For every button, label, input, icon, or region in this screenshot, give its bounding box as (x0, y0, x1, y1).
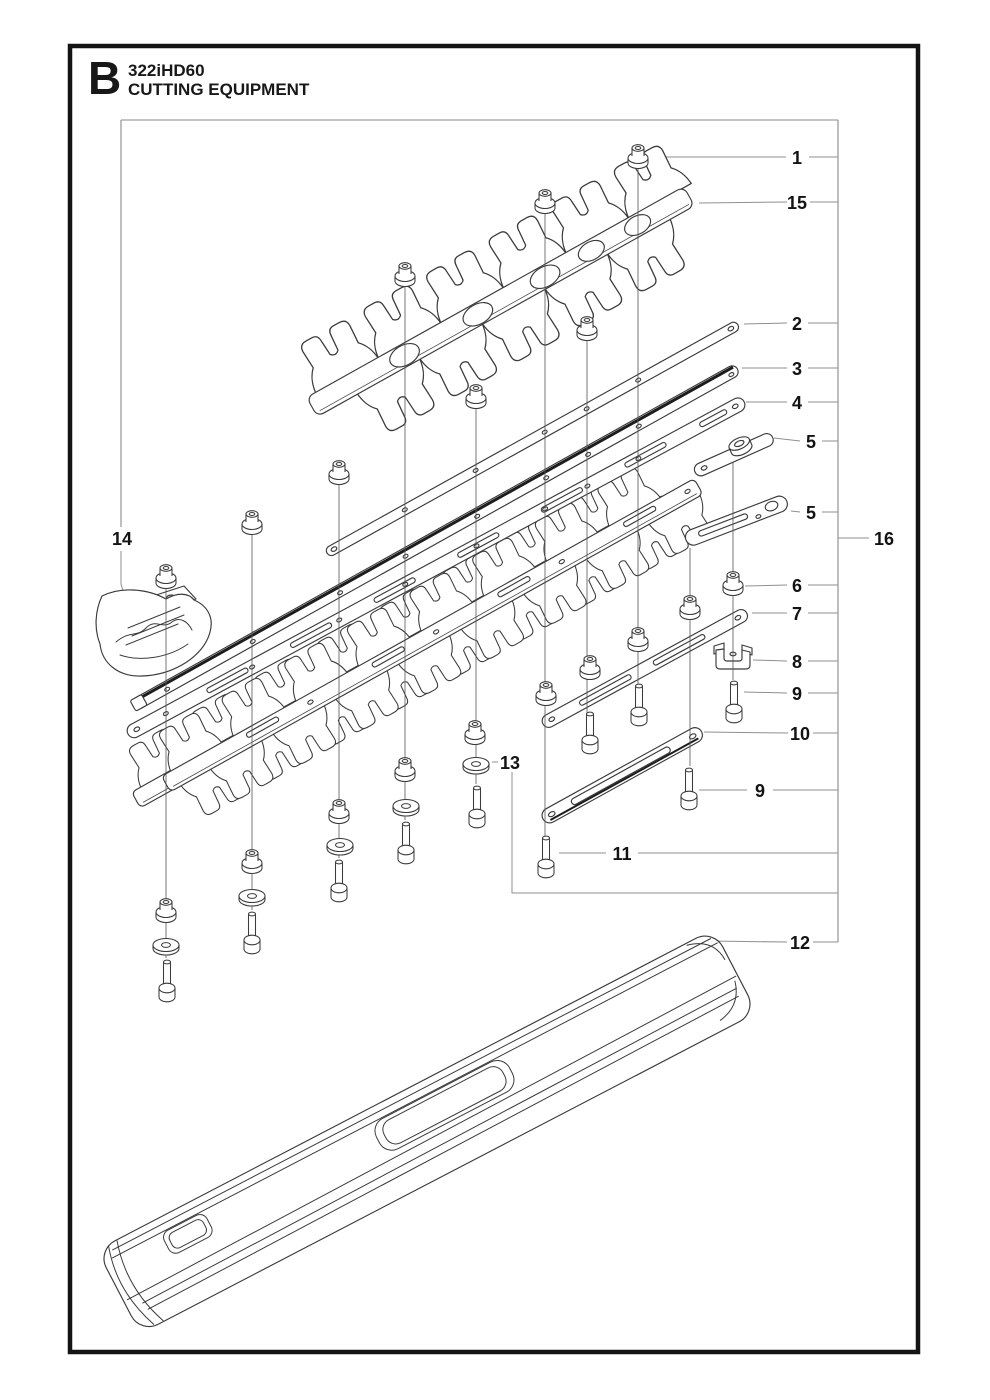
callout-15: 15 (786, 193, 808, 213)
plate-5-upper (690, 425, 776, 478)
callout-11: 11 (612, 844, 632, 864)
callout-6: 6 (791, 576, 803, 596)
callout-2: 2 (791, 314, 803, 334)
blade-cover (97, 929, 757, 1333)
callout-13: 13 (499, 753, 521, 773)
callout-9-lower: 9 (754, 781, 766, 801)
callout-7: 7 (791, 604, 803, 624)
callout-5-upper: 5 (805, 432, 817, 452)
callout-10: 10 (789, 724, 811, 744)
callout-16: 16 (873, 529, 895, 549)
page-title: CUTTING EQUIPMENT (128, 80, 310, 99)
tip-guard (96, 586, 211, 676)
callout-9-upper: 9 (791, 684, 803, 704)
callout-3: 3 (791, 359, 803, 379)
callout-5-lower: 5 (805, 503, 817, 523)
model-name: 322iHD60 (128, 61, 205, 80)
callout-4: 4 (791, 393, 803, 413)
support-bar-10 (539, 725, 705, 826)
callout-8: 8 (791, 652, 803, 672)
section-letter: B (88, 52, 122, 104)
leader-lines (121, 157, 869, 942)
callout-12: 12 (789, 933, 811, 953)
title-block (88, 52, 310, 104)
callout-1: 1 (791, 148, 803, 168)
callout-14: 14 (111, 529, 133, 549)
